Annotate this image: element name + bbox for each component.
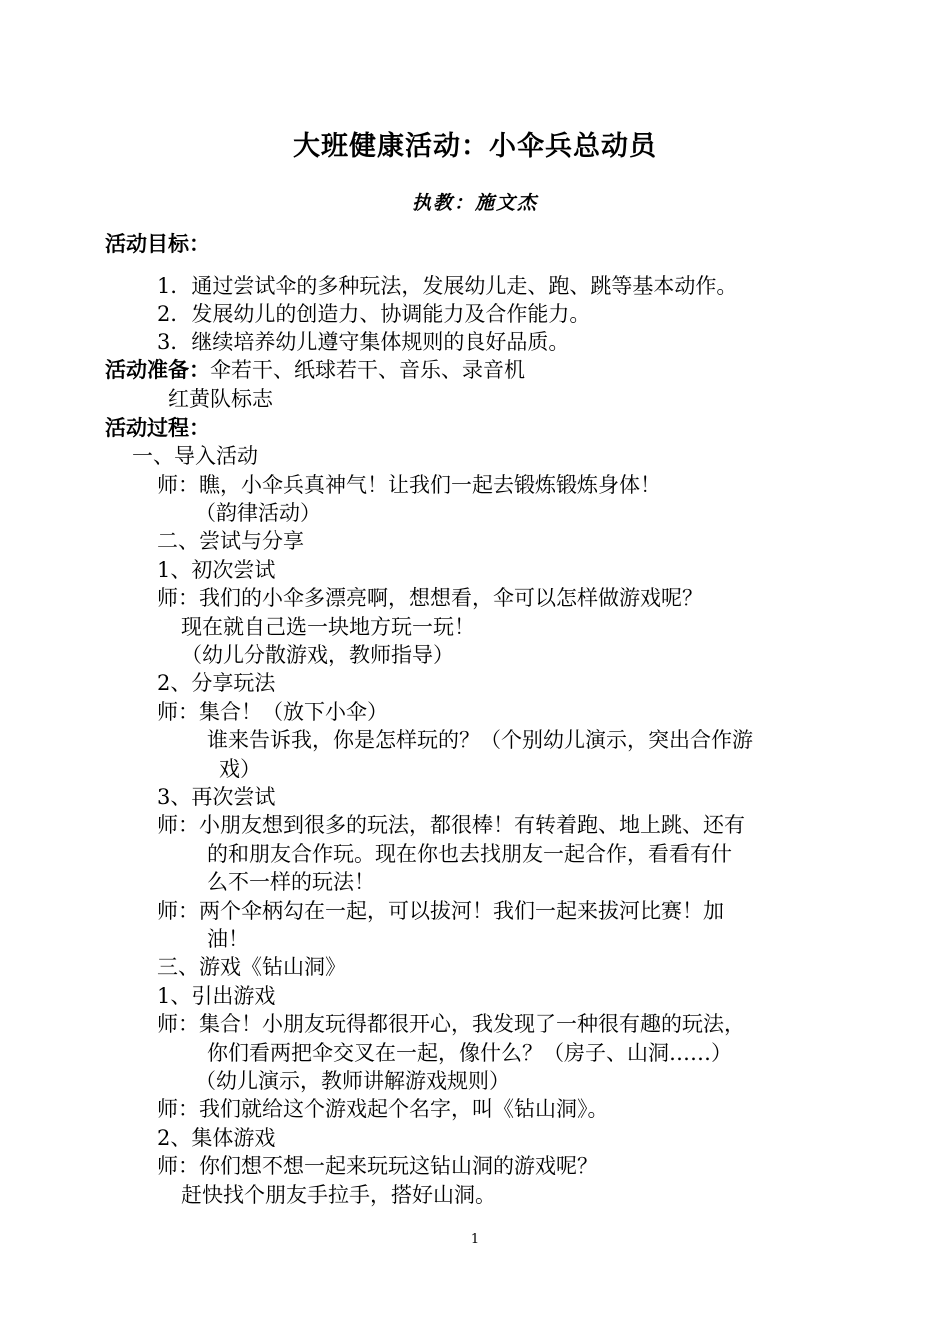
teacher-line: 师：集合！（放下小伞） <box>157 700 388 724</box>
step-heading: 1、初次尝试 <box>157 558 276 582</box>
teacher-line: 师：小朋友想到很多的玩法，都很棒！有转着跑、地上跳、还有 <box>157 813 745 837</box>
page-number: 1 <box>470 1232 480 1247</box>
teacher-line: 师：集合！小朋友玩得都很开心，我发现了一种很有趣的玩法， <box>157 1012 745 1036</box>
author-line: 执教：施文杰 <box>411 192 538 214</box>
goals-heading: 活动目标： <box>105 232 210 256</box>
step-heading: 2、集体游戏 <box>157 1126 276 1150</box>
teacher-line: 戏） <box>219 757 261 781</box>
document-title: 大班健康活动：小伞兵总动员 <box>293 131 657 162</box>
teacher-line: 么不一样的玩法！ <box>207 870 375 894</box>
prep-line-2: 红黄队标志 <box>168 387 273 411</box>
step-heading: 3、再次尝试 <box>157 785 276 809</box>
process-heading: 活动过程： <box>105 416 210 440</box>
teacher-line: 师：瞧，小伞兵真神气！让我们一起去锻炼锻炼身体！ <box>157 473 661 497</box>
prep-line <box>105 356 525 384</box>
note-line: （幼儿分散游戏，教师指导） <box>181 643 454 667</box>
teacher-line: 的和朋友合作玩。现在你也去找朋友一起合作，看看有什 <box>207 842 732 866</box>
prep-heading: 活动准备： <box>105 358 210 382</box>
section-heading: 一、导入活动 <box>132 444 258 468</box>
teacher-line: 你们看两把伞交叉在一起，像什么？（房子、山洞……） <box>207 1041 732 1065</box>
step-heading: 1、引出游戏 <box>157 984 276 1008</box>
teacher-line: 师：两个伞柄勾在一起，可以拔河！我们一起来拔河比赛！加 <box>157 899 724 923</box>
section-heading: 二、尝试与分享 <box>157 529 304 553</box>
teacher-line: 现在就自己选一块地方玩一玩！ <box>181 615 475 639</box>
section-heading: 三、游戏《钻山洞》 <box>157 955 346 979</box>
teacher-line: 师：我们的小伞多漂亮啊，想想看，伞可以怎样做游戏呢？ <box>157 586 703 610</box>
goal-item: 3．继续培养幼儿遵守集体规则的良好品质。 <box>157 330 570 354</box>
goal-item: 1．通过尝试伞的多种玩法，发展幼儿走、跑、跳等基本动作。 <box>157 274 738 298</box>
note-line: （韵律活动） <box>195 501 321 525</box>
teacher-line: 油！ <box>207 927 249 951</box>
teacher-line: 谁来告诉我，你是怎样玩的？（个别幼儿演示，突出合作游 <box>207 728 753 752</box>
teacher-line: 师：我们就给这个游戏起个名字，叫《钻山洞》。 <box>157 1097 609 1121</box>
step-heading: 2、分享玩法 <box>157 671 276 695</box>
teacher-line: 赶快找个朋友手拉手，搭好山洞。 <box>181 1183 496 1207</box>
note-line: （幼儿演示，教师讲解游戏规则） <box>195 1069 510 1093</box>
teacher-line: 师：你们想不想一起来玩玩这钻山洞的游戏呢？ <box>157 1154 598 1178</box>
goal-item: 2．发展幼儿的创造力、协调能力及合作能力。 <box>157 302 591 326</box>
prep-text: 伞若干、纸球若干、音乐、录音机 <box>210 358 525 382</box>
